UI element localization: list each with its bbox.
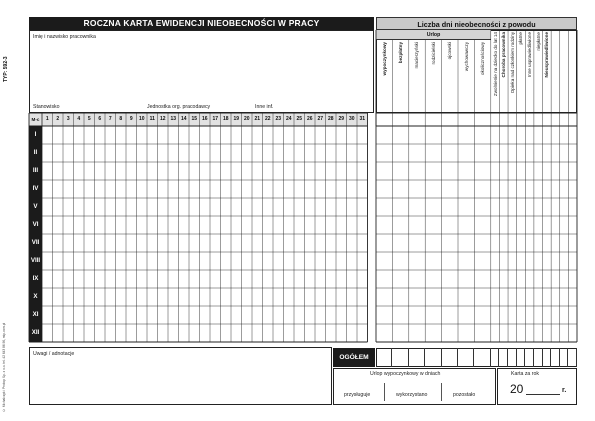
- month-row-VI[interactable]: [42, 216, 368, 234]
- month-row-XI[interactable]: [42, 306, 368, 324]
- total-cell-12[interactable]: [525, 348, 534, 367]
- day-header-13: 13: [170, 116, 177, 122]
- day-header-26: 26: [306, 116, 313, 122]
- month-row-III[interactable]: [42, 162, 368, 180]
- year-input[interactable]: [526, 387, 560, 395]
- leave-used-separator: [441, 383, 442, 401]
- day-header-18: 18: [222, 116, 229, 122]
- reason-row-IX[interactable]: [376, 270, 577, 288]
- reason-row-V[interactable]: [376, 198, 577, 216]
- employee-name-label: Imię i nazwisko pracownika: [33, 34, 96, 40]
- leave-left-label: pozostało: [453, 392, 476, 398]
- day-header-24: 24: [285, 116, 292, 122]
- month-label-II: II: [29, 144, 42, 162]
- day-header-23: 23: [275, 116, 282, 122]
- reason-column-label: macierzyński: [414, 42, 420, 69]
- urlop-header-label: Urlop: [426, 32, 441, 38]
- total-cell-16[interactable]: [560, 348, 569, 367]
- day-header-17: 17: [212, 116, 219, 122]
- total-cell-9[interactable]: [499, 348, 508, 367]
- notes-label: Uwagi / adnotacje: [33, 351, 75, 357]
- year-suffix: r.: [562, 387, 567, 394]
- reason-row-XII[interactable]: [376, 324, 577, 342]
- card-year-label: Karta za rok: [511, 371, 539, 377]
- month-row-I[interactable]: [42, 126, 368, 144]
- reason-row-II[interactable]: [376, 144, 577, 162]
- year-prefix: 20: [510, 382, 524, 396]
- reason-column-label: Choroba pracownika: [501, 32, 507, 78]
- day-header-29: 29: [338, 116, 345, 122]
- month-row-IV[interactable]: [42, 180, 368, 198]
- day-header-9: 9: [129, 116, 133, 122]
- day-header-28: 28: [327, 116, 334, 122]
- position-label: Stanowisko: [33, 104, 60, 110]
- day-header-14: 14: [180, 116, 187, 122]
- leave-due-separator: [384, 383, 385, 401]
- month-label-VI: VI: [29, 216, 42, 234]
- reason-row-I[interactable]: [376, 126, 577, 144]
- day-header-1: 1: [45, 116, 49, 122]
- reason-column-label: Inne usprawiedliwione: [527, 32, 533, 78]
- leave-title: Urlop wypoczynkowy w dniach: [370, 371, 441, 377]
- day-header-4: 4: [77, 116, 81, 122]
- total-cell-10[interactable]: [508, 348, 517, 367]
- total-cell-11[interactable]: [517, 348, 526, 367]
- reason-column-label: rodzicielski: [430, 42, 436, 65]
- unit-label: Jednostka org. pracodawcy: [147, 104, 211, 110]
- reason-row-VIII[interactable]: [376, 252, 577, 270]
- day-header-12: 12: [159, 116, 166, 122]
- total-cell-4[interactable]: [425, 348, 441, 367]
- month-label-IX: IX: [29, 270, 42, 288]
- reason-column-label: ojcowski: [447, 42, 453, 60]
- form-code: TYP: 592-3: [3, 56, 9, 82]
- day-header-27: 27: [317, 116, 324, 122]
- month-row-XII[interactable]: [42, 324, 368, 342]
- reason-row-IV[interactable]: [376, 180, 577, 198]
- reasons-title: Liczba dni nieobecności z powodu: [376, 17, 577, 30]
- reason-column-label: okolicznościowy: [480, 42, 486, 75]
- day-header-16: 16: [201, 116, 208, 122]
- total-cell-3[interactable]: [409, 348, 425, 367]
- day-header-21: 21: [254, 116, 261, 122]
- month-row-V[interactable]: [42, 198, 368, 216]
- total-cell-1[interactable]: [376, 348, 392, 367]
- day-header-8: 8: [119, 116, 123, 122]
- month-label-IV: IV: [29, 180, 42, 198]
- leave-used-label: wykorzystano: [396, 392, 428, 398]
- reason-column-label: Zwolnienie na dziecko do lat 14: [492, 32, 498, 97]
- month-label-V: V: [29, 198, 42, 216]
- month-label-X: X: [29, 288, 42, 306]
- month-row-IX[interactable]: [42, 270, 368, 288]
- month-row-X[interactable]: [42, 288, 368, 306]
- reason-row-III[interactable]: [376, 162, 577, 180]
- total-cell-13[interactable]: [534, 348, 543, 367]
- leave-due-label: przysługuje: [344, 392, 371, 398]
- day-header-3: 3: [66, 116, 70, 122]
- day-header-2: 2: [56, 116, 60, 122]
- notes-box[interactable]: [29, 347, 332, 405]
- month-label-VIII: VIII: [29, 252, 42, 270]
- day-header-11: 11: [149, 116, 155, 122]
- total-cell-2[interactable]: [392, 348, 408, 367]
- form-title: ROCZNA KARTA EWIDENCJI NIEOBECNOŚCI W PRACY: [29, 17, 374, 30]
- month-label-III: III: [29, 162, 42, 180]
- total-cell-6[interactable]: [458, 348, 474, 367]
- total-cell-17[interactable]: [568, 348, 577, 367]
- reason-row-VI[interactable]: [376, 216, 577, 234]
- month-label-XI: XI: [29, 306, 42, 324]
- day-header-15: 15: [191, 116, 198, 122]
- total-cell-14[interactable]: [543, 348, 552, 367]
- total-cell-15[interactable]: [551, 348, 560, 367]
- day-header-10: 10: [138, 116, 145, 122]
- reason-column-label: bezpłatny: [398, 42, 404, 64]
- reason-column-label: wychowawczy: [463, 42, 469, 72]
- reason-row-XI[interactable]: [376, 306, 577, 324]
- reason-row-X[interactable]: [376, 288, 577, 306]
- other-info-label: Inne inf.: [255, 104, 274, 110]
- total-cell-5[interactable]: [442, 348, 458, 367]
- month-header: M-c: [31, 117, 40, 122]
- day-header-20: 20: [243, 116, 250, 122]
- day-header-25: 25: [296, 116, 303, 122]
- total-label: OGÓŁEM: [333, 348, 375, 367]
- publisher-note: © Michalczyk i Prokop Sp. z o.o. tel. 42 643 86 96, mip.com.pl: [2, 322, 6, 412]
- day-header-19: 19: [233, 116, 240, 122]
- day-header-7: 7: [108, 116, 112, 122]
- reason-column-label: Nieusprawiedliwione: [544, 32, 550, 78]
- month-label-XII: XII: [29, 324, 42, 342]
- reason-row-VII[interactable]: [376, 234, 577, 252]
- month-row-VII[interactable]: [42, 234, 368, 252]
- month-row-II[interactable]: [42, 144, 368, 162]
- month-row-VIII[interactable]: [42, 252, 368, 270]
- reason-column-label: wypoczynkowy: [381, 42, 387, 76]
- total-cell-8[interactable]: [491, 348, 500, 367]
- total-cell-7[interactable]: [474, 348, 490, 367]
- month-label-I: I: [29, 126, 42, 144]
- day-header-22: 22: [264, 116, 271, 122]
- reason-column-label: Opieka nad członkiem rodziny: [509, 32, 515, 94]
- reason-column-label: płatne: [518, 32, 524, 45]
- day-header-30: 30: [348, 116, 355, 122]
- day-header-5: 5: [87, 116, 91, 122]
- day-header-6: 6: [98, 116, 102, 122]
- reason-column-label: niepłatne: [535, 32, 541, 51]
- day-header-31: 31: [359, 116, 366, 122]
- month-label-VII: VII: [29, 234, 42, 252]
